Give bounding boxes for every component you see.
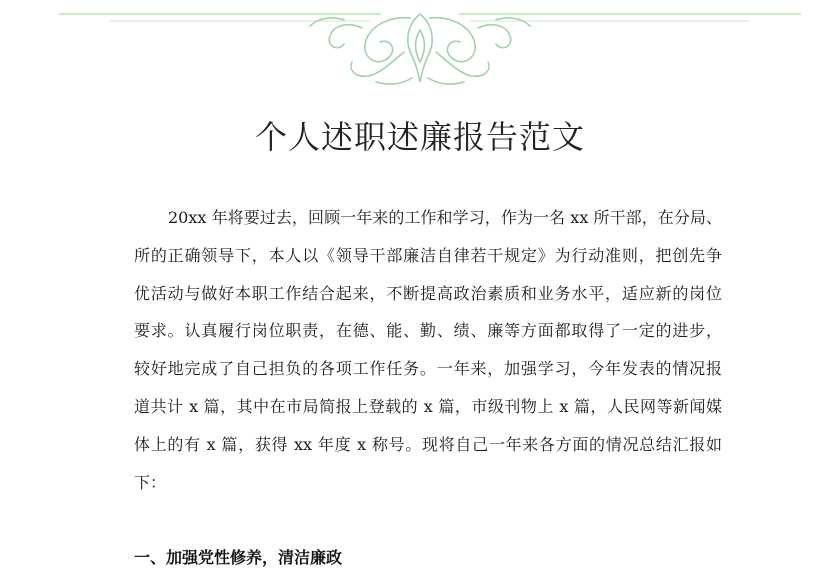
paragraph-line: 所的正确领导下，本人以《领导干部廉洁自律若干规定》为行动准则，把创先争 — [134, 245, 722, 265]
decorative-header-ornament — [0, 0, 840, 95]
document-title: 个人述职述廉报告范文 — [254, 118, 585, 156]
section-heading: 一、加强党性修养，清洁廉政 — [134, 548, 343, 567]
paragraph-line: 较好地完成了自己担负的各项工作任务。一年来，加强学习，今年发表的情况报 — [134, 359, 722, 379]
paragraph-line: 优活动与做好本职工作结合起来，不断提高政治素质和业务水平，适应新的岗位 — [134, 283, 722, 303]
paragraph-line: 道共计 x 篇，其中在市局简报上登载的 x 篇，市级刊物上 x 篇，人民网等新闻媒 — [134, 396, 722, 416]
document-body-paragraph — [134, 199, 722, 501]
paragraph-line: 20xx 年将要过去，回顾一年来的工作和学习，作为一名 xx 所干部，在分局、 — [168, 208, 722, 227]
paragraph-line: 下： — [134, 472, 167, 492]
paragraph-line: 体上的有 x 篇，获得 xx 年度 x 称号。现将自己一年来各方面的情况总结汇报如 — [134, 434, 722, 454]
paragraph-line: 要求。认真履行岗位职责，在德、能、勤、绩、廉等方面都取得了一定的进步， — [134, 321, 722, 341]
